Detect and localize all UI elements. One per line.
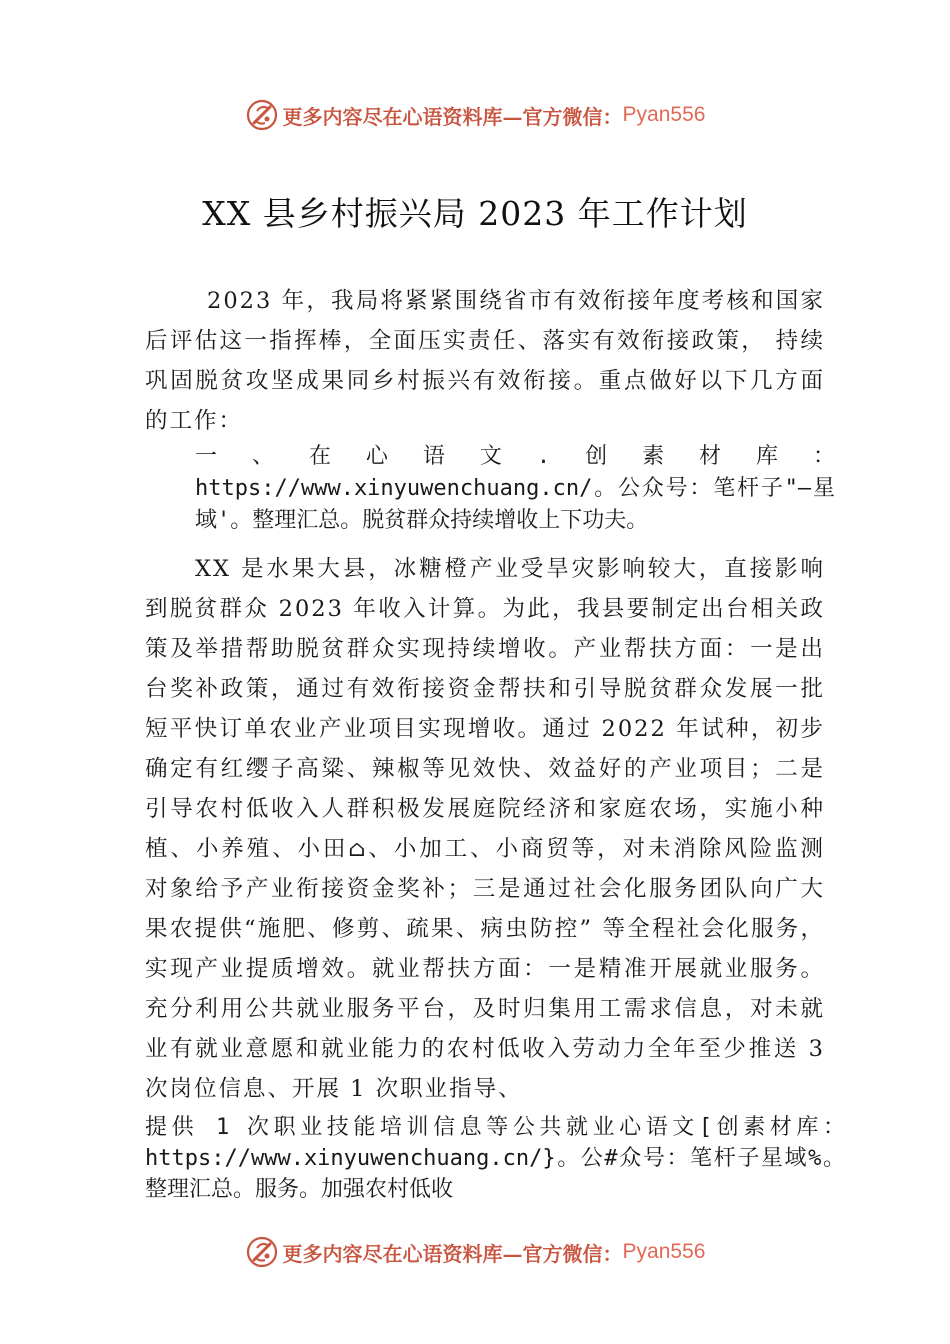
section1-body: XX 是水果大县，冰糖橙产业受旱灾影响较大，直接影响到脱贫群众 2023 年收入计算。为此，我县要制定出台相关政策及举措帮助脱贫群众实现持续增收。产业帮扶方面：一是出台奖补政策，通过有效衔接资金帮扶和引导脱贫群众发展一批短平快订单农业产业项目实现增收。通过 2022 年试种，初步确定有红缨子高粱、辣椒等见效快、效益好的产业项目；二是引导农村低收入人群积极发展庭院经济和家庭农场，实施小种植、小养殖、小田⌂、小加工、小商贸等，对未消除风险监测对象给予产业衔接资金奖补；三是通过社会化服务团队向广大果农提供“施肥、修剪、疏果、病虫防控” 等全程社会化服务，实现产业提质增效。就业帮扶方面：一是精准开展就业服务。充分利用公共就业服务平台，及时归集用工需求信息，对未就业有就业意愿和就业能力的农村低收入劳动力全年至少推送 3 次岗位信息、开展 1 次职业指导、	[145, 556, 825, 1102]
section1-tail: 提供 1 次职业技能培训信息等公共就业心语文[创素材库：https://www.xinyuwenchuang.cn/}。公#众号：笔杆子星域%。整理汇总。服务。加强农村低收	[145, 1115, 845, 1202]
footer-watermark-banner	[0, 1232, 950, 1272]
page-title: XX 县乡村振兴局 2023 年工作计划	[202, 194, 748, 233]
intro-paragraph: 2023 年，我局将紧紧围绕省市有效衔接年度考核和国家后评估这一指挥棒，全面压实责任、落实有效衔接政策， 持续巩固脱贫攻坚成果同乡村振兴有效衔接。重点做好以下几方面的工作：	[145, 288, 825, 434]
section1-heading: 一、在心语文.创素材库：https://www.xinyuwenchuang.cn/。公众号：笔杆子"—星域'。整理汇总。脱贫群众持续增收上下功夫。	[195, 444, 835, 533]
banner-wechat-id: Pyan556	[622, 103, 706, 126]
brush-logo-icon	[245, 98, 279, 132]
banner-promo-text: 更多内容尽在心语资料库—官方微信：	[282, 104, 623, 129]
header-watermark-banner	[0, 95, 950, 135]
brush-logo-icon	[245, 1235, 279, 1269]
banner-promo-text: 更多内容尽在心语资料库—官方微信：	[282, 1241, 623, 1266]
banner-wechat-id: Pyan556	[622, 1240, 706, 1263]
